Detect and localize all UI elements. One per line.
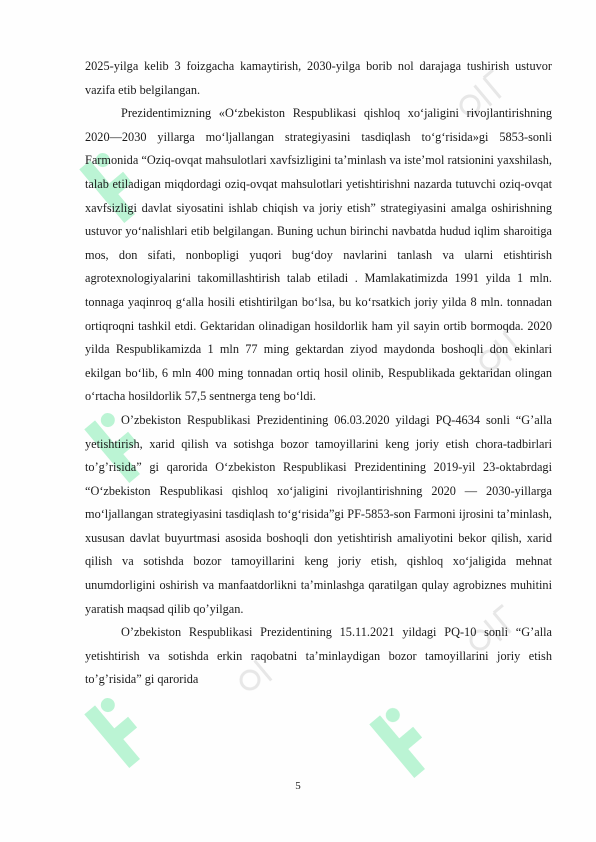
page-number: 5 — [295, 780, 301, 792]
paragraph-1: 2025-yilga kelib 3 foizgacha kamaytirish, 2030-yilga borib nol darajaga tushirish ustuvor vazifa etib belgilangan. — [85, 59, 552, 97]
paragraph-3: O’zbekiston Respublikasi Prezidentining 06.03.2020 yildagi PQ-4634 sonli “G’alla yetishtirish, xarid qilish va sotishga bozor tamoyillarini keng joriy etish chora-tadbirlari to’g’risida” gi qarorida O‘zbekiston Respublikasi Prezidentining 2019-yil 23-oktabrdagi “O‘zbekiston Respublikasi qishloq xo‘jaligini rivojlantirishning 2020 — 2030-yillarga mo‘ljallangan strategiyasini tasdiqlash to‘g‘risida”gi PF-5853-son Farmoni ijrosini ta’minlash, xususan davlat buyurtmasi asosida boshoqli don yetishtirish amaliyotini bekor qilish, xarid qilish va sotishda bozor tamoyillarini keng joriy etish, qishloq xo‘jaligida mehnat unumdorligini oshirish va manfaatdorlikni ta’minlashga qaratilgan qulay agrobiznes muhitini yaratish maqsad qilib qo’yilgan. — [85, 412, 552, 616]
paragraph-4: O’zbekiston Respublikasi Prezidentining 15.11.2021 yildagi PQ-10 sonli “G’alla yetishtirish va sotishda erkin raqobatni ta’minlaydigan bozor tamoyillarini joriy etish to’g’risida” gi qarorida — [85, 625, 552, 687]
paragraph-2: Prezidentimizning «O‘zbekiston Respublikasi qishloq xo‘jaligini rivojlantirishning 2020—2030 yillarga mo‘ljallangan strategiyasini tasdiqlash to‘g‘risida»gi 5853-sonli Farmonida “Oziq-ovqat mahsulotlari xavfsizligini ta’minlash va iste’mol ratsionini yaxshilash, talab etiladigan miqdordagi oziq-ovqat mahsulotlari yetishtirishni nazarda tutuvchi oziq-ovqat xavfsizligi davlat siyosatini ishlab chiqish va joriy etish” strategiyasini amalga oshirishning ustuvor yo‘nalishlari etib belgilangan. Buning uchun birinchi navbatda hudud iqlim sharoitiga mos, don sifati, nonbopligi yuqori bug‘doy navlarini tanlash va ularni etishtirish agrotexnologiyalarini takomillashtirish talab etiladi . Mamlakatimizda 1991 yilda 1 mln. tonnaga yaqinroq g‘alla hosili etishtirilgan bo‘lsa, bu ko‘rsatkich joriy yilda 8 mln. tonnadan ortiqroqni tashkil etdi. Gektaridan olinadigan hosildorlik ham yil sayin ortib bormoqda. 2020 yilda Respublikamizda 1 mln 77 ming gektardan ziyod maydonda boshoqli don ekinlari ekilgan bo‘lib, 6 mln 400 ming tonnadan ortiq hosil olinib, Respublikada gektaridan olingan o‘rtacha hosildorlik 57,5 sentnerga teng bo‘ldi. — [85, 106, 552, 404]
document-body — [85, 55, 552, 692]
